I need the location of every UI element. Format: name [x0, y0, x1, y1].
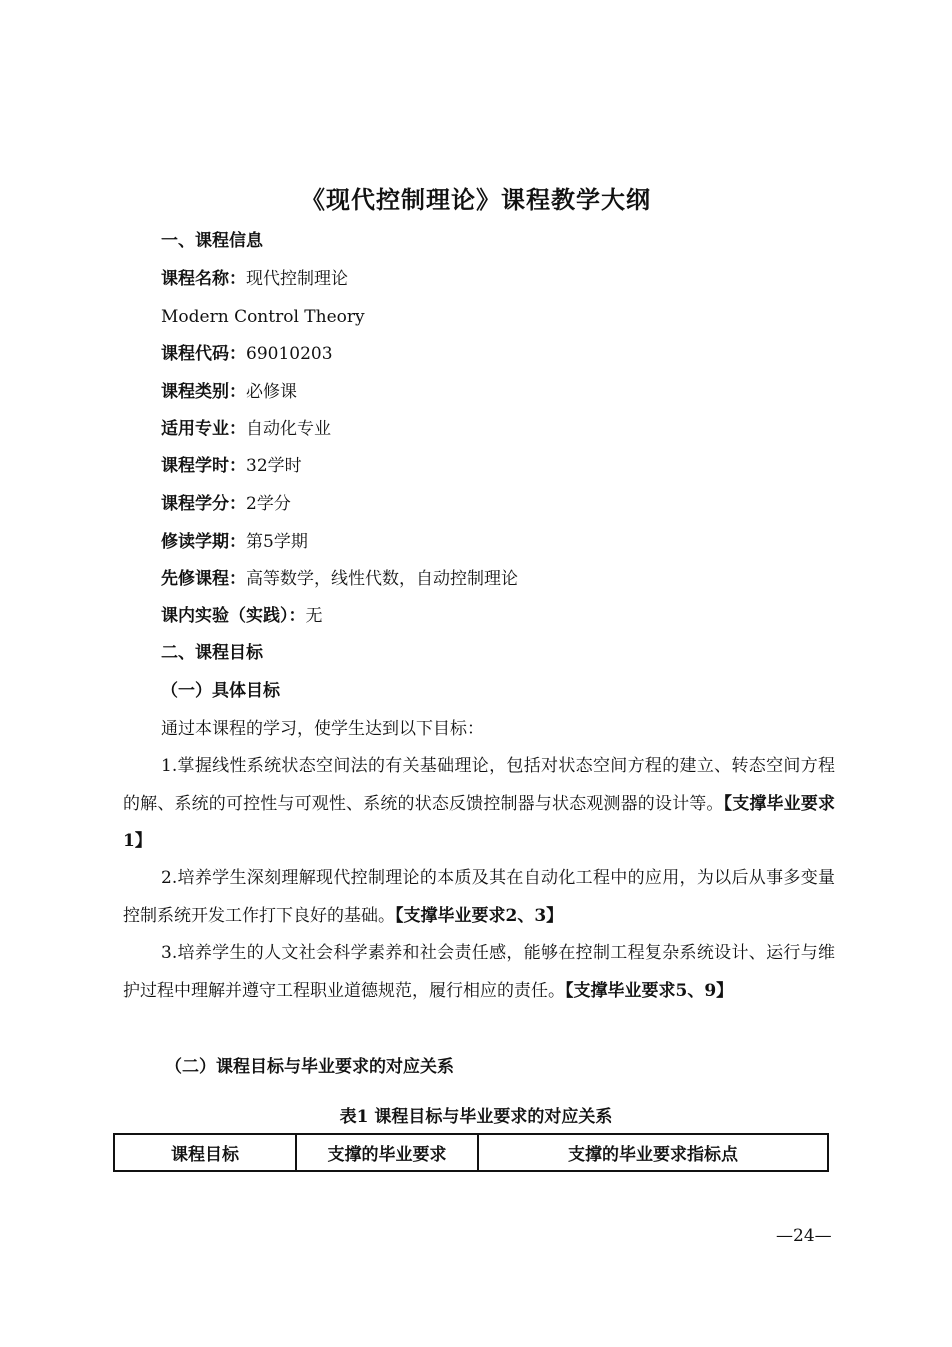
page-number: —24— [776, 1226, 832, 1246]
info-course-code: 课程代码：69010203 [161, 344, 333, 364]
table-header-graduation-requirement: 支撑的毕业要求 [296, 1134, 478, 1171]
table-header-row [114, 1134, 828, 1171]
goal-mapping-table [113, 1133, 829, 1172]
table-header-course-goal: 课程目标 [114, 1134, 296, 1171]
page-title: 《现代控制理论》课程教学大纲 [301, 186, 651, 214]
goal-paragraph-3: 3.培养学生的人文社会科学素养和社会责任感，能够在控制工程复杂系统设计、运行与维护过程中理解并遵守工程职业道德规范，履行相应的责任。【支撑毕业要求5、9】 [123, 943, 835, 1001]
info-credits: 课程学分：2学分 [161, 494, 291, 514]
info-course-english-name: Modern Control Theory [161, 307, 365, 327]
info-semester: 修读学期：第5学期 [161, 532, 308, 552]
info-course-category: 课程类别：必修课 [161, 382, 297, 402]
subsection-heading-specific-goals: （一）具体目标 [161, 681, 280, 701]
info-experiments: 课内实验（实践）：无 [161, 606, 323, 626]
goals-intro: 通过本课程的学习，使学生达到以下目标： [161, 719, 484, 739]
table-caption: 表1 课程目标与毕业要求的对应关系 [339, 1107, 613, 1127]
section-heading-course-goals: 二、课程目标 [161, 643, 263, 663]
goal-paragraph-1: 1.掌握线性系统状态空间法的有关基础理论，包括对状态空间方程的建立、转态空间方程的解、系统的可控性与可观性、系统的状态反馈控制器与状态观测器的设计等。【支撑毕业要求 1】 [123, 756, 835, 851]
subsection-heading-goal-mapping: （二）课程目标与毕业要求的对应关系 [165, 1057, 454, 1077]
goal-paragraph-2: 2.培养学生深刻理解现代控制理论的本质及其在自动化工程中的应用，为以后从事多变量控制系统开发工作打下良好的基础。【支撑毕业要求2、3】 [123, 868, 835, 926]
table-header-requirement-indicator: 支撑的毕业要求指标点 [478, 1134, 828, 1171]
info-prerequisites: 先修课程：高等数学，线性代数，自动控制理论 [161, 569, 518, 589]
info-hours: 课程学时：32学时 [161, 456, 302, 476]
section-heading-course-info: 一、课程信息 [161, 231, 263, 251]
info-course-name: 课程名称：现代控制理论 [161, 269, 348, 289]
info-major: 适用专业：自动化专业 [161, 419, 331, 439]
